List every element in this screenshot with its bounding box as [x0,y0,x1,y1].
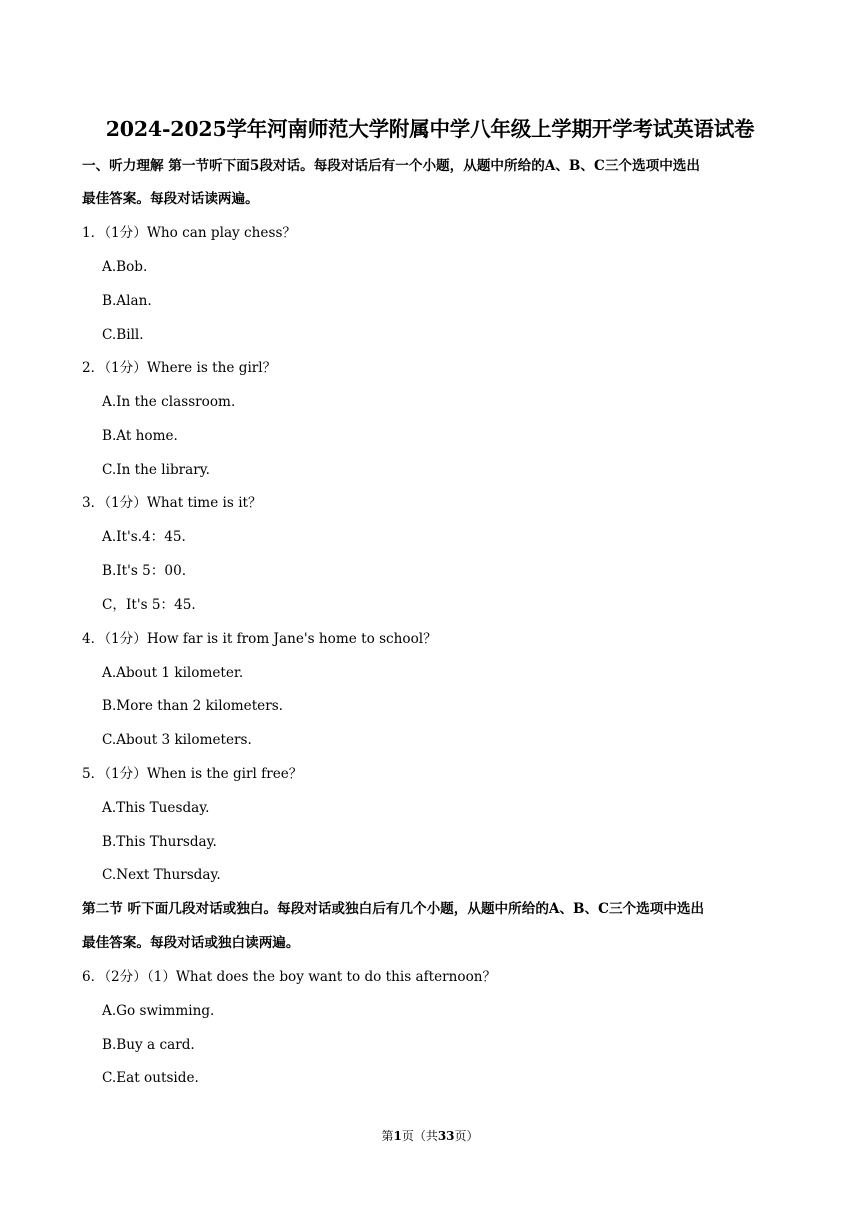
section2-instruction-line2: 最佳答案。每段对话或独白读两遍。 [82,935,300,951]
page-footer [0,1127,860,1144]
option-b: B.More than 2 kilometers. [102,698,283,714]
option-a: A.In the classroom. [102,394,236,410]
option-b: B.Alan. [102,293,152,309]
option-c: C.About 3 kilometers. [102,732,252,748]
option-a: A.About 1 kilometer. [102,665,244,681]
option-a: A.It's.4：45. [102,529,186,545]
option-c: C，It's 5：45. [102,597,196,613]
option-c: C.Bill. [102,327,144,343]
option-a: A.This Tuesday. [102,800,210,816]
option-a: A.Go swimming. [102,1003,215,1019]
question-stem: 2．（1分）Where is the girl？ [82,360,277,376]
question-stem: 3．（1分）What time is it？ [82,495,262,511]
section1-instruction-line1: 一、听力理解 第一节听下面5段对话。每段对话后有一个小题，从题中所给的A、B、C三个选项中选出 [82,158,700,174]
footer-page-number: 1 [393,1129,402,1143]
question-stem: 4．（1分）How far is it from Jane's home to school？ [82,631,437,647]
option-b: B.It's 5：00. [102,563,187,579]
option-b: B.At home. [102,428,178,444]
page-title: 2024-2025学年河南师范大学附属中学八年级上学期开学考试英语试卷 [105,117,755,141]
option-c: C.Eat outside. [102,1070,199,1086]
option-b: B.Buy a card. [102,1037,195,1053]
footer-middle: 页（共 [401,1129,438,1143]
section1-instruction-line2: 最佳答案。每段对话读两遍。 [82,191,259,207]
section2-instruction-line1: 第二节 听下面几段对话或独白。每段对话或独白后有几个小题，从题中所给的A、B、C三个选项中选出 [82,901,705,917]
option-c: C.Next Thursday. [102,867,221,883]
option-b: B.This Thursday. [102,834,217,850]
question-stem: 6．（2分）（1）What does the boy want to do this afternoon？ [82,969,497,985]
question-stem: 5．（1分）When is the girl free？ [82,766,303,782]
footer-prefix: 第 [381,1129,394,1143]
option-c: C.In the library. [102,462,210,478]
footer-total-pages: 33 [437,1129,455,1143]
question-stem: 1．（1分）Who can play chess？ [82,225,297,241]
footer-suffix: 页） [454,1129,479,1143]
option-a: A.Bob. [102,259,148,275]
